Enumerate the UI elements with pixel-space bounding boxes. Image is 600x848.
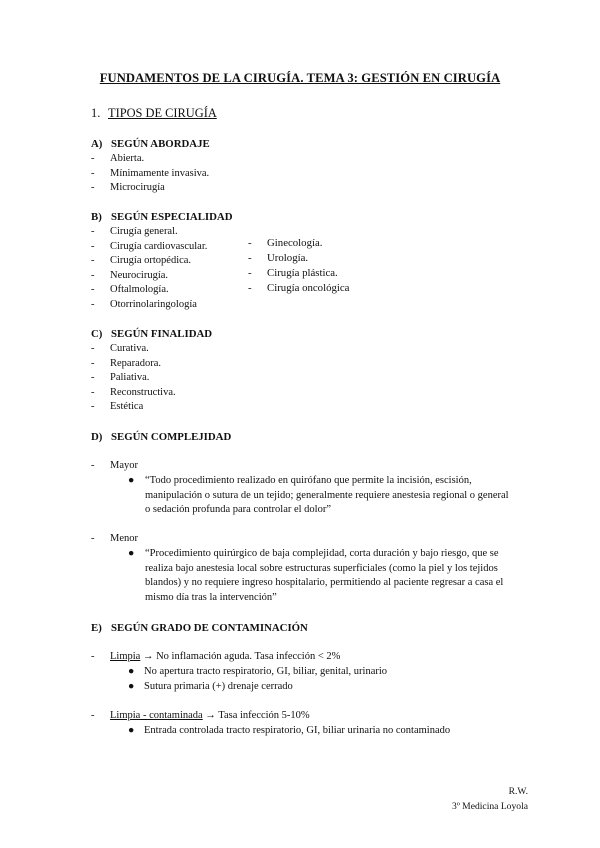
list-item: - Mayor xyxy=(91,460,138,471)
heading-letter: D) xyxy=(91,431,103,443)
list-item: - Estética xyxy=(91,401,144,413)
finalidad-list xyxy=(91,342,176,415)
section-title-text: TIPOS DE CIRUGÍA xyxy=(108,106,217,120)
heading-text: SEGÚN GRADO DE CONTAMINACIÓN xyxy=(111,622,308,634)
heading-letter: B) xyxy=(91,211,102,223)
section-number: 1. xyxy=(91,106,101,120)
list-item: - Reparadora. xyxy=(91,357,162,369)
heading-grado-contaminacion xyxy=(91,621,308,636)
quote-text: “Procedimiento quirúrgico de baja complejidad, corta duración y bajo riesgo, que se realiza bajo anestesia local sobre estructuras superficiales (como la piel y los tejidos blandos) y no requiere ingreso hospitalario, permitiendo al paciente regresar a casa el mismo día tras la intervención” xyxy=(145,548,504,603)
list-item: - Otorrinolaringología xyxy=(91,298,197,310)
bullet-icon: ● xyxy=(128,475,135,486)
heading-letter: A) xyxy=(91,138,103,150)
complejidad-mayor xyxy=(91,459,138,474)
bullet-icon: ● xyxy=(128,666,135,677)
list-item: - Cirugía general. xyxy=(91,226,178,237)
list-item: - Curativa. xyxy=(91,343,149,354)
list-item: - Microcirugía xyxy=(91,182,165,194)
heading-segun-especialidad xyxy=(91,210,233,225)
menor-definition xyxy=(128,547,528,605)
mayor-definition xyxy=(128,474,512,518)
list-item: - Limpia → No inflamación aguda. Tasa infección < 2% xyxy=(91,651,341,662)
bullet-icon: ● xyxy=(128,680,135,692)
heading-text: SEGÚN COMPLEJIDAD xyxy=(111,431,232,443)
heading-text: SEGÚN ABORDAJE xyxy=(111,138,210,150)
list-item: - Urología. xyxy=(248,252,309,264)
list-item: - Paliativa. xyxy=(91,372,150,384)
list-item: - Menor xyxy=(91,533,138,544)
contaminacion-limpia xyxy=(91,650,340,665)
list-item: - Mínimamente invasiva. xyxy=(91,167,210,179)
abordaje-list xyxy=(91,152,209,196)
complejidad-menor xyxy=(91,532,138,547)
list-item: - Cirugía cardiovascular. xyxy=(91,240,208,252)
list-item: - Abierta. xyxy=(91,153,145,164)
especialidad-list-right xyxy=(248,236,349,296)
list-item: ● Entrada controlada tracto respiratorio, GI, biliar urinaria no contaminado xyxy=(128,724,450,739)
list-item: ● No apertura tracto respiratorio, GI, biliar, genital, urinario xyxy=(128,665,387,680)
heading-text: SEGÚN ESPECIALIDAD xyxy=(111,211,233,223)
list-item: - Limpia - contaminada → Tasa infección 5-10% xyxy=(91,710,310,721)
bullet-icon: ● xyxy=(128,548,135,559)
list-item: - Ginecología. xyxy=(248,237,323,249)
footer-course: 3º Medicina Loyola xyxy=(452,801,528,812)
list-item: - Neurocirugía. xyxy=(91,269,169,281)
list-item: - Oftalmología. xyxy=(91,284,169,296)
heading-segun-finalidad xyxy=(91,327,212,342)
contaminacion-limpia-contaminada xyxy=(91,709,310,724)
list-item: - Reconstructiva. xyxy=(91,386,176,398)
document-title: FUNDAMENTOS DE LA CIRUGÍA. TEMA 3: GESTIÓN EN CIRUGÍA xyxy=(99,71,501,85)
heading-text: SEGÚN FINALIDAD xyxy=(111,328,213,340)
list-item: ● Sutura primaria (+) drenaje cerrado xyxy=(128,680,387,695)
section-heading-tipos xyxy=(91,106,217,121)
heading-segun-complejidad xyxy=(91,430,231,445)
heading-segun-abordaje xyxy=(91,137,210,152)
limpia-contaminada-bullets xyxy=(128,724,450,739)
list-item: - Cirugía plástica. xyxy=(248,267,338,279)
list-item: - Cirugía oncológica xyxy=(248,282,350,294)
heading-letter: E) xyxy=(91,622,102,634)
heading-letter: C) xyxy=(91,328,103,340)
limpia-bullets xyxy=(128,665,387,694)
especialidad-list-left xyxy=(91,225,207,313)
list-item: - Cirugía ortopédica. xyxy=(91,255,192,267)
bullet-icon: ● xyxy=(128,725,135,736)
footer-initials: R.W. xyxy=(508,786,528,797)
quote-text: “Todo procedimiento realizado en quirófano que permite la incisión, escisión, manipulación o sutura de un tejido; generalmente requiere anestesia regional o general o sedación profunda para controlar el dolor” xyxy=(145,475,509,516)
